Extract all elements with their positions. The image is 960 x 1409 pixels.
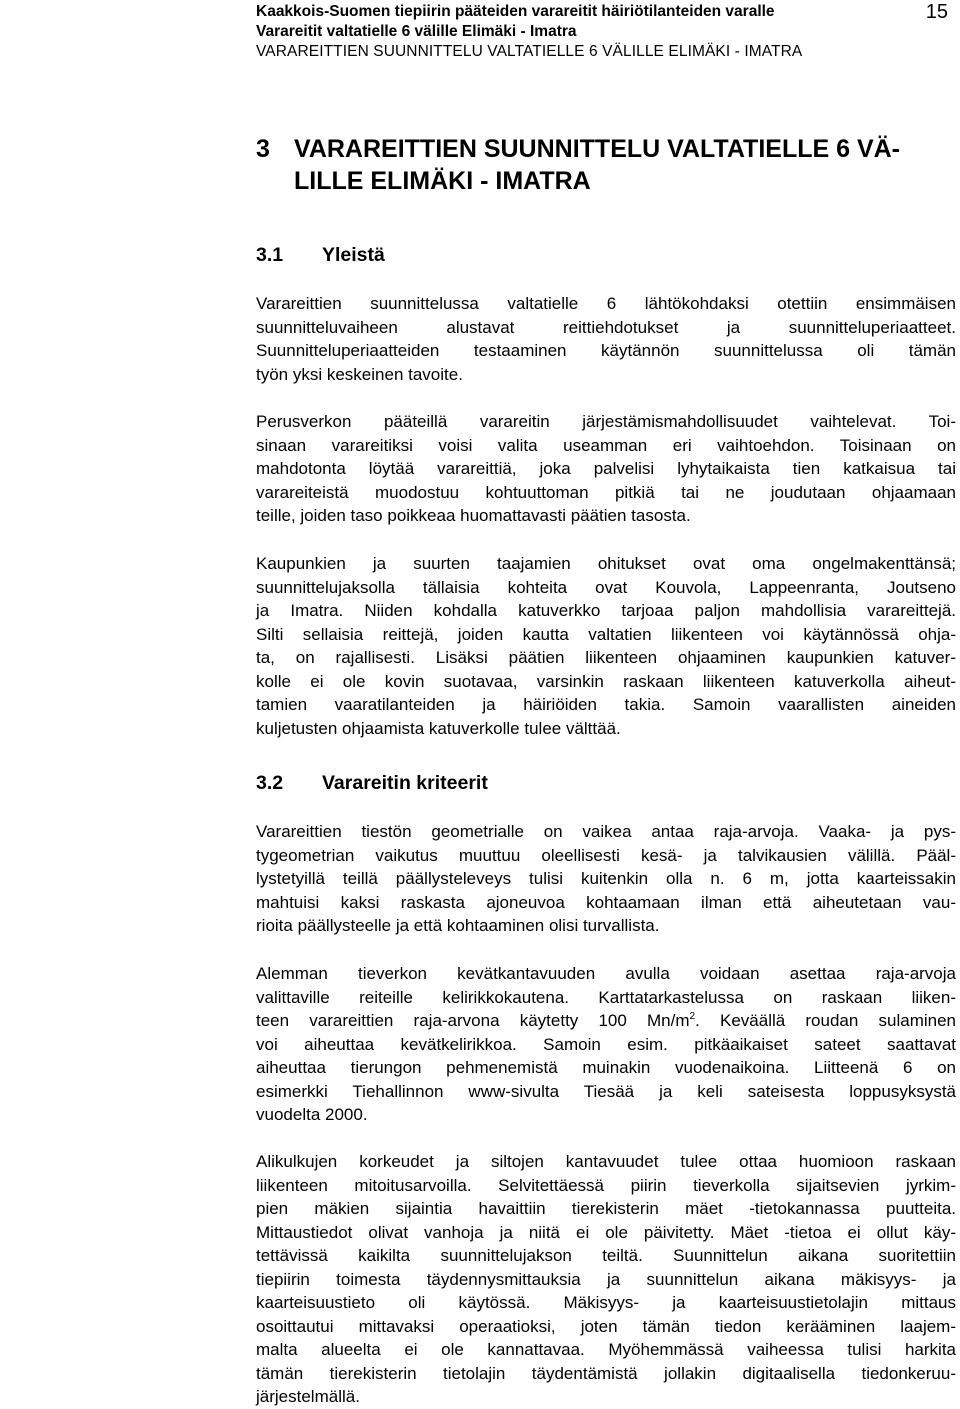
text-line: tygeometrian vaikutus muuttuu oleellisesti kesä- ja talvikausien välillä. Pääl- (256, 845, 956, 865)
text-line: pien mäkien sijaintia havaittiin tierekisterin mäet -tietokannassa puutteita. (256, 1199, 956, 1218)
text-line: suunnittelujaksolla tällaisia kohteita ovat Kouvola, Lappeenranta, Joutseno (256, 577, 956, 597)
text-line: Perusverkon pääteillä varareitin järjestämismahdollisuudet vaihtelevat. Toi- (256, 412, 956, 431)
text-line: valittaville reiteille kelirikkokautena. Karttatarkastelussa on raskaan liiken- (256, 987, 956, 1007)
text-line: mahtuisi kaksi raskasta ajoneuvoa kohtaamaan ilman että aiheutetaan vau- (256, 892, 956, 912)
text-line: tamien vaaratilanteiden ja häiriöiden takia. Samoin vaarallisten aineiden (256, 695, 956, 714)
chapter-number: 3 (256, 135, 270, 163)
text-line: järjestelmällä. (256, 1387, 360, 1406)
chapter-title-line2: LILLE ELIMÄKI - IMATRA (294, 167, 591, 195)
text-line: tettävissä kaikilta suunnittelujakson teiltä. Suunnittelun aikana suoritettiin (256, 1246, 956, 1265)
text-line: mahdotonta löytää varareittiä, joka palvelisi lyhytaikaista tien katkaisua tai (256, 459, 956, 478)
text-line: lystetyillä teillä päällysteleveys tulisi kuitenkin olla n. 6 m, jotta kaarteissakin (256, 869, 956, 888)
text-line: voi aiheuttaa kevätkelirikkoa. Samoin esim. pitkäaikaiset sateet saattavat (256, 1034, 956, 1054)
text-line: Silti sellaisia reittejä, joiden kautta valtatien liikenteen voi käytännössä ohja- (256, 624, 956, 644)
text-line: malta alueelta ei ole kannattavaa. Myöhemmässä vaiheessa tulisi harkita (256, 1340, 956, 1359)
text-line: ta, on rajallisesti. Lisäksi päätien liikenteen ohjaaminen kaupunkien katuver- (256, 648, 956, 667)
text-fragment: teen varareittien raja-arvona käytetty 100 Mn/m (256, 1011, 690, 1030)
text-line: varareiteistä muodostuu kohtuuttoman pitkiä tai ne joudutaan ohjaamaan (256, 482, 956, 502)
section-title: Yleistä (322, 244, 385, 266)
text-line: Alikulkujen korkeudet ja siltojen kantavuudet tulee ottaa huomioon raskaan (256, 1152, 956, 1171)
text-line: ja Imatra. Niiden kohdalla katuverkko tarjoaa paljon mahdollisia varareittejä. (256, 601, 956, 620)
paragraph (256, 1150, 956, 1409)
running-header (256, 2, 956, 62)
text-line: osoittautui mittavaksi operaatioksi, joten tämän tiedon kerääminen laajem- (256, 1316, 956, 1336)
text-line: liikenteen mitoitusarvoilla. Selvitettäessä piirin tieverkolla sijaitsevien jyrkim- (256, 1175, 956, 1195)
text-line: vuodelta 2000. (256, 1105, 368, 1124)
paragraph (256, 292, 956, 386)
text-line: Mittaustiedot olivat vanhoja ja niitä ei ole päivitetty. Mäet -tietoa ei ollut käy- (256, 1222, 956, 1242)
text-line (256, 1009, 956, 1033)
section-heading-3-1 (256, 243, 385, 267)
text-line: Varareittien suunnittelussa valtatielle 6 lähtökohdaksi otettiin ensimmäisen (256, 294, 956, 313)
text-line: kolle ei ole kovin suotavaa, varsinkin raskaan liikenteen katuverkolla aiheut- (256, 671, 956, 691)
paragraph (256, 552, 956, 740)
text-line: kaarteisuustieto oli käytössä. Mäkisyys- ja kaarteisuustietolajin mittaus (256, 1293, 956, 1312)
header-report-subtitle: Varareitit valtatielle 6 välille Elimäki - Imatra (256, 23, 577, 40)
paragraph (256, 820, 956, 938)
page-number: 15 (925, 1, 948, 23)
header-report-title: Kaakkois-Suomen tiepiirin pääteiden varareitit häiriötilanteiden varalle (256, 3, 775, 20)
superscript: 2 (689, 1011, 696, 1022)
text-line: kuljetusten ohjaamista katuverkolle tulee välttää. (256, 718, 621, 738)
text-line: rioita päällysteelle ja että kohtaaminen olisi turvallista. (256, 916, 660, 935)
paragraph (256, 410, 956, 528)
text-line: suunnitteluvaiheen alustavat reittiehdotukset ja suunnitteluperiaatteet. (256, 317, 956, 337)
text-line: tiepiirin toimesta täydennysmittauksia ja suunnittelun aikana mäkisyys- ja (256, 1269, 956, 1289)
text-line: teille, joiden taso poikkeaa huomattavasti päätien tasosta. (256, 506, 691, 525)
chapter-heading (256, 133, 956, 197)
text-line: Kaupunkien ja suurten taajamien ohitukset ovat oma ongelmakenttänsä; (256, 554, 956, 573)
text-line: esimerkki Tiehallinnon www-sivulta Tiesää ja keli sateisesta loppusyksystä (256, 1081, 956, 1101)
header-chapter-title: VARAREITTIEN SUUNNITTELU VALTATIELLE 6 VÄLILLE ELIMÄKI - IMATRA (256, 43, 803, 60)
text-line: Alemman tieverkon kevätkantavuuden avulla voidaan asettaa raja-arvoja (256, 964, 956, 983)
chapter-title-line1: VARAREITTIEN SUUNNITTELU VALTATIELLE 6 VÄ- (294, 135, 901, 163)
text-line: sinaan varareitiksi voisi valita useamman eri vaihtoehdon. Toisinaan on (256, 435, 956, 455)
section-number: 3.1 (256, 244, 284, 266)
paragraph (256, 962, 956, 1127)
text-fragment: . Keväällä roudan sulaminen (695, 1011, 956, 1030)
text-line: Suunnitteluperiaatteiden testaaminen käytännön suunnittelussa oli tämän (256, 341, 956, 360)
text-line: työn yksi keskeinen tavoite. (256, 364, 463, 384)
section-number: 3.2 (256, 772, 284, 794)
section-heading-3-2 (256, 771, 488, 795)
text-line: Varareittien tiestön geometrialle on vaikea antaa raja-arvoja. Vaaka- ja pys- (256, 822, 956, 841)
text-line: aiheuttaa tierungon pehmenemistä muinakin vuodenaikoina. Liitteenä 6 on (256, 1058, 956, 1077)
section-title: Varareitin kriteerit (322, 772, 488, 794)
text-line: tämän tierekisterin tietolajin täydentämistä jollakin digitaalisella tiedonkeruu- (256, 1363, 956, 1383)
